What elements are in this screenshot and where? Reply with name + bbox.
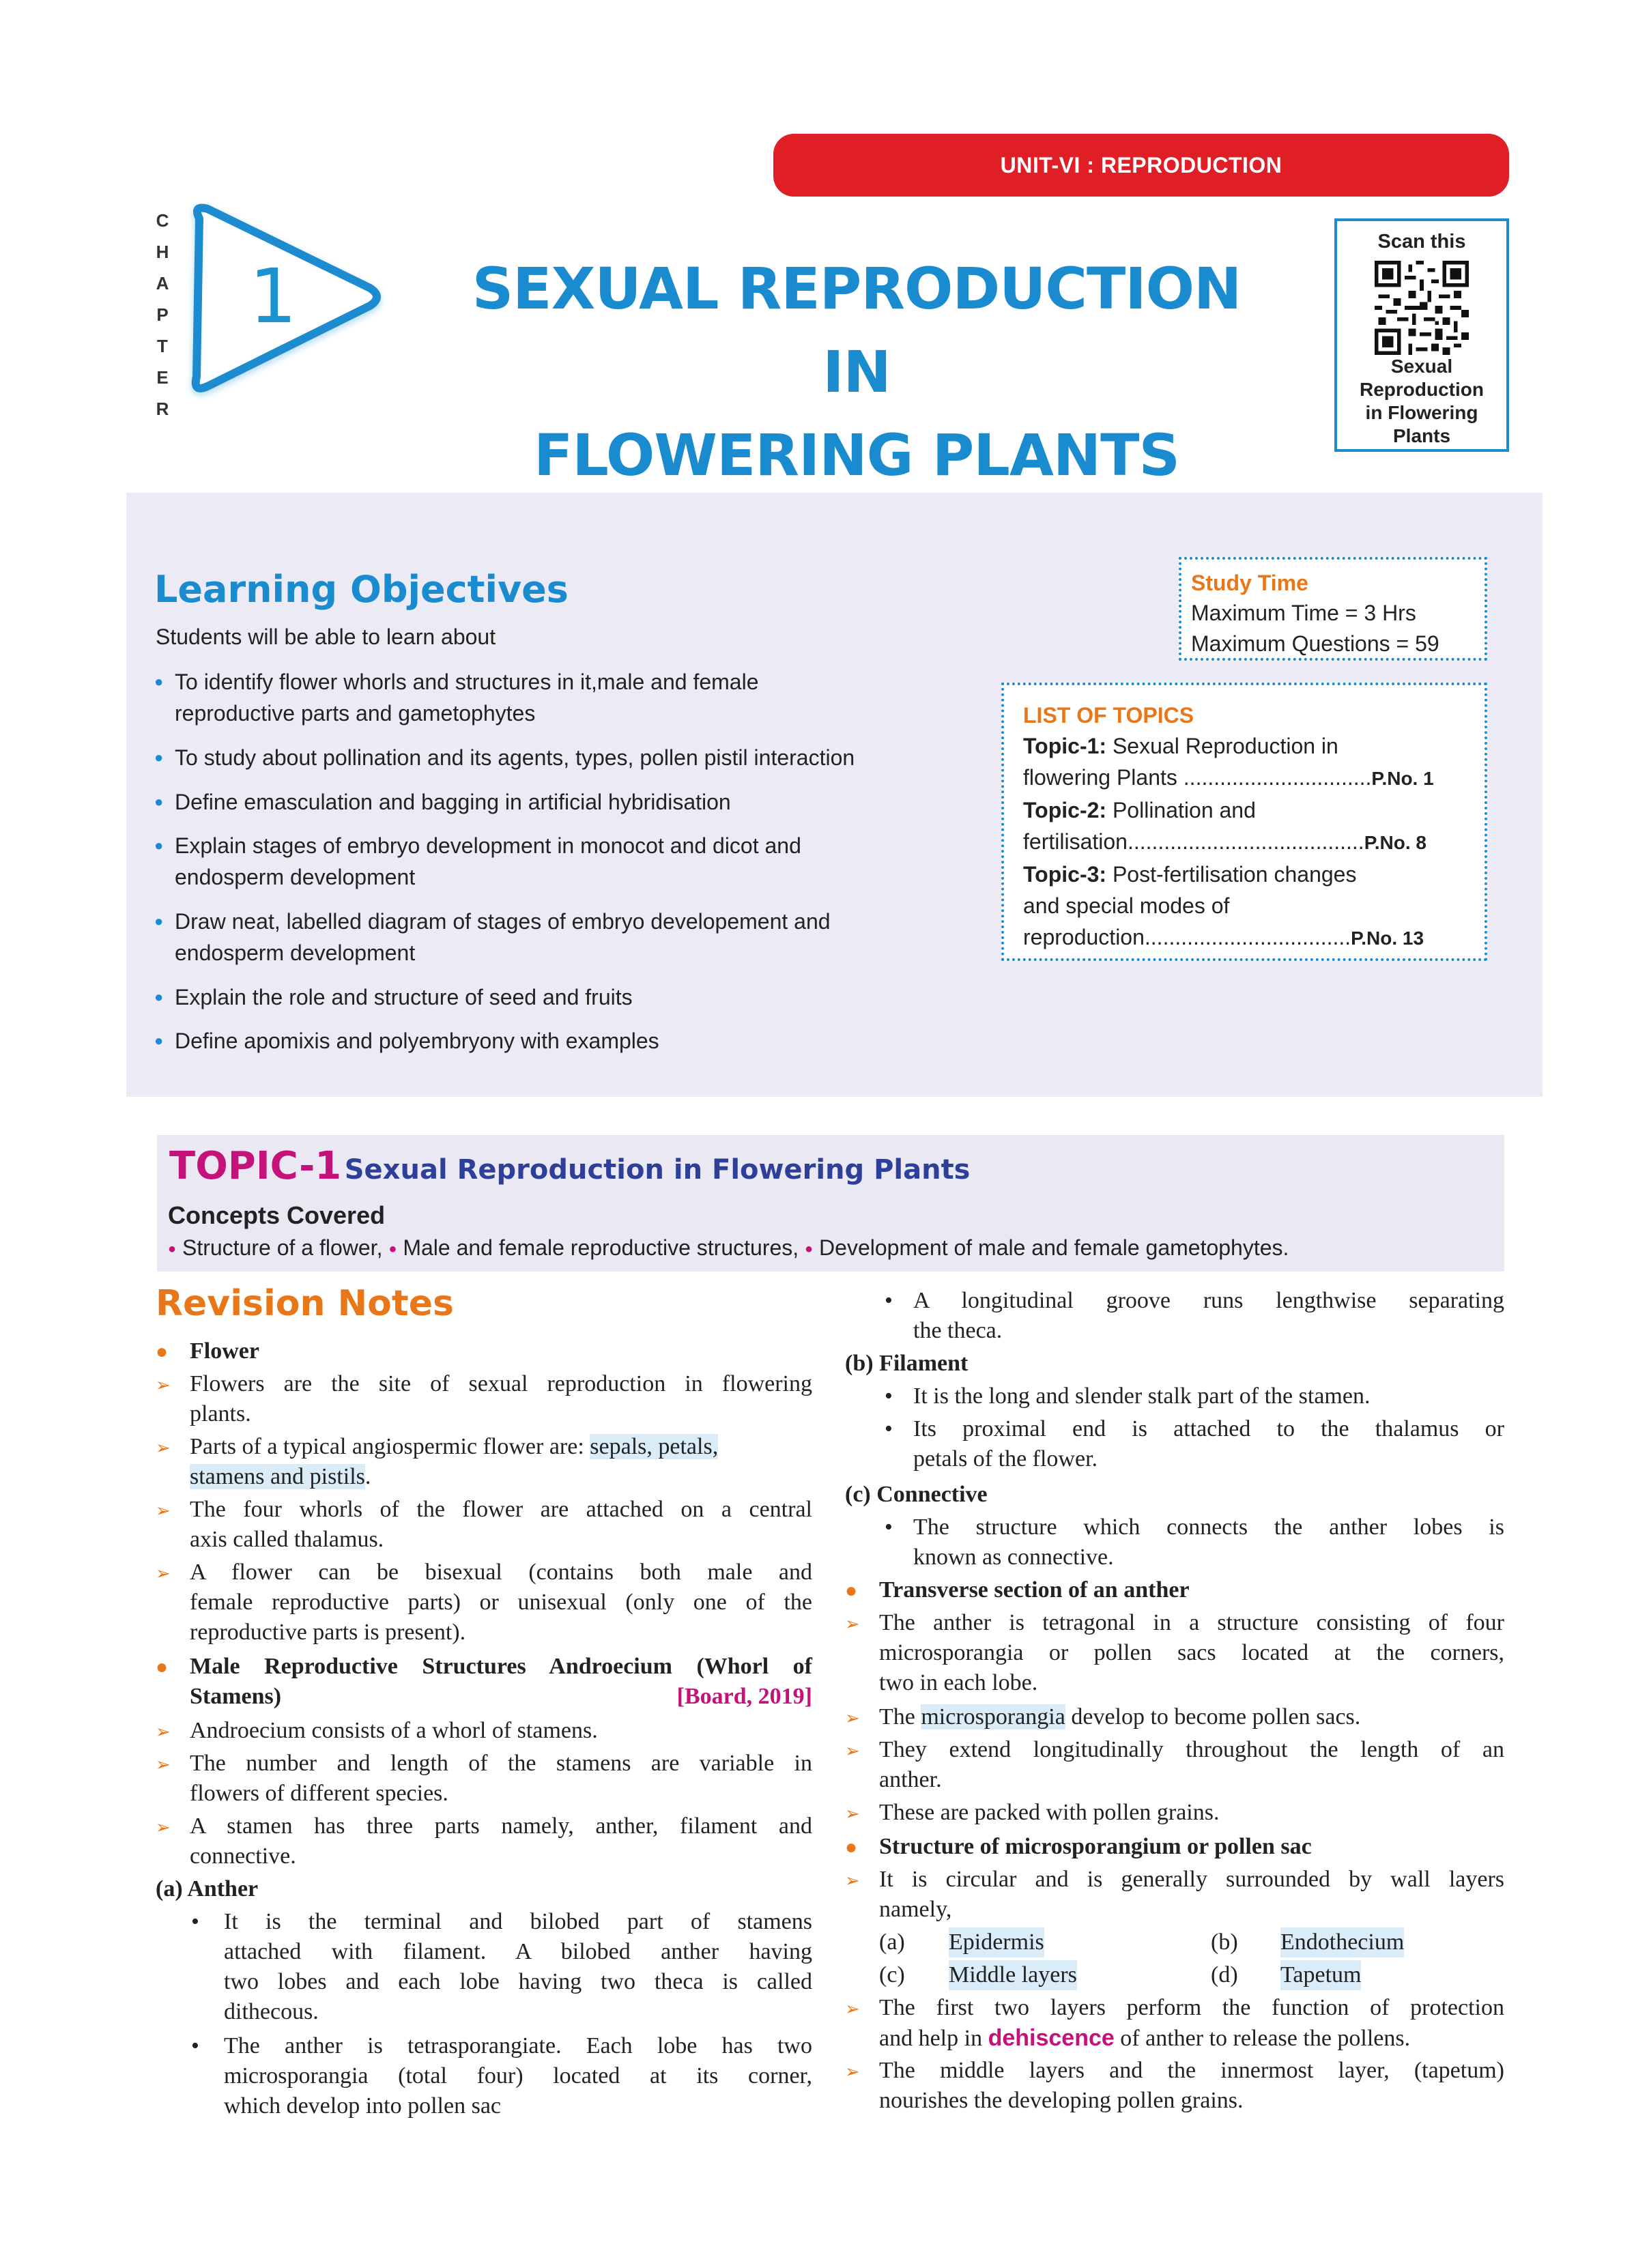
- note-line: The middle layers and the innermost layer, (tapetum): [879, 2058, 1504, 2083]
- max-time: Maximum Time = 3 Hrs: [1191, 601, 1416, 625]
- note-text: The: [879, 1704, 921, 1729]
- note-text: Parts of a typical angiospermic flower are:: [190, 1434, 590, 1459]
- note-line: plants.: [190, 1401, 251, 1426]
- note-line: connective.: [190, 1843, 296, 1869]
- filament-heading: (b) Filament: [845, 1351, 969, 1376]
- left-column: [156, 0, 812, 2268]
- dot-bullet-icon: •: [885, 1288, 893, 1313]
- note-line: A stamen has three parts namely, anther, filament and: [190, 1813, 812, 1839]
- topic-text: Pollination and: [1106, 798, 1256, 822]
- objective-text: ● Define apomixis and polyembryony with examples: [175, 1029, 659, 1053]
- topic-text: fertilisation: [1023, 829, 1128, 854]
- bullet-dot-icon: ●: [805, 1241, 814, 1257]
- note-line: It is the terminal and bilobed part of stamens: [224, 1909, 812, 1934]
- note-line: The anther is tetrasporangiate. Each lobe has two: [224, 2033, 812, 2058]
- arrow-bullet-icon: ➢: [156, 1722, 171, 1742]
- layer-value: Tapetum: [1280, 1960, 1361, 1990]
- note-line: reproductive parts is present).: [190, 1620, 466, 1645]
- note-line: [190, 1462, 371, 1492]
- objective-text: ● Define emasculation and bagging in artificial hybridisation: [175, 790, 731, 814]
- chapter-title-line1: SEXUAL REPRODUCTION IN: [472, 255, 1242, 405]
- topic-page-number: P.No. 1: [1371, 768, 1434, 789]
- list-of-topics-title: LIST OF TOPICS: [1023, 703, 1194, 728]
- objective-text: ● Draw neat, labelled diagram of stages of embryo developement and: [175, 909, 831, 934]
- objective-text: ● Explain stages of embryo development in monocot and dicot and: [175, 833, 801, 858]
- topic-page-number: P.No. 13: [1351, 928, 1424, 949]
- topic-name: Sexual Reproduction in Flowering Plants: [344, 1154, 971, 1186]
- note-line: A flower can be bisexual (contains both male and: [190, 1560, 812, 1585]
- topic-text: reproduction: [1023, 925, 1145, 949]
- arrow-bullet-icon: ➢: [156, 1438, 171, 1459]
- topic-leader-dots: ...............................: [1183, 765, 1372, 790]
- objective-text: ● Explain the role and structure of seed and fruits: [175, 985, 633, 1009]
- note-line: Its proximal end is attached to the thalamus or: [913, 1416, 1504, 1441]
- objective-text: endosperm development: [175, 865, 416, 889]
- arrow-bullet-icon: ➢: [156, 1375, 171, 1396]
- layer-value: Middle layers: [949, 1960, 1077, 1990]
- arrow-bullet-icon: ➢: [845, 1708, 860, 1729]
- transverse-section-heading: Transverse section of an anther: [879, 1577, 1190, 1603]
- note-line: [879, 2023, 1410, 2054]
- note-line: The anther is tetragonal in a structure consisting of four: [879, 1610, 1504, 1635]
- bullet-dot-icon: ●: [168, 1241, 177, 1257]
- board-tag: [Board, 2019]: [676, 1684, 812, 1709]
- qr-caption-line: Reproduction: [1360, 379, 1484, 400]
- note-line: two lobes and each lobe having two theca is called: [224, 1969, 812, 1994]
- dot-bullet-icon: •: [885, 1416, 893, 1441]
- max-questions: Maximum Questions = 59: [1191, 631, 1439, 656]
- orange-bullet-icon: ●: [156, 1656, 169, 1678]
- concepts-title: Concepts Covered: [168, 1201, 386, 1229]
- note-line: anther.: [879, 1767, 942, 1792]
- arrow-bullet-icon: ➢: [156, 1818, 171, 1838]
- arrow-bullet-icon: ➢: [845, 1871, 860, 1891]
- revision-notes-title: Revision Notes: [156, 1283, 454, 1324]
- note-text: .: [364, 1464, 371, 1489]
- note-line: namely,: [879, 1897, 952, 1922]
- note-line: dithecous.: [224, 1999, 319, 2024]
- objective-text: ● To identify flower whorls and structures in it,male and female: [175, 670, 759, 694]
- note-line: It is the long and slender stalk part of the stamen.: [913, 1383, 1371, 1409]
- qr-scan-label: Scan this: [1377, 231, 1466, 253]
- concept-item: Structure of a flower,: [182, 1235, 383, 1260]
- male-structures-heading: Stamens): [190, 1684, 282, 1709]
- arrow-bullet-icon: ➢: [845, 2062, 860, 2082]
- objective-text: ● To study about pollination and its agents, types, pollen pistil interaction: [175, 745, 855, 770]
- note-line: [190, 1432, 718, 1462]
- qr-caption-line: Plants: [1392, 425, 1451, 446]
- note-line: female reproductive parts) or unisexual (only one of the: [190, 1590, 812, 1615]
- note-line: They extend longitudinally throughout the length of an: [879, 1737, 1504, 1762]
- topic-text: flowering Plants: [1023, 765, 1184, 790]
- note-line: Flowers are the site of sexual reproduction in flowering: [190, 1371, 812, 1396]
- concept-item: Development of male and female gametophytes.: [819, 1235, 1289, 1260]
- microsporangium-heading: Structure of microsporangium or pollen sac: [879, 1834, 1312, 1859]
- anther-heading: (a) Anther: [156, 1876, 259, 1901]
- note-text: develop to become pollen sacs.: [1065, 1704, 1361, 1729]
- layer-key: (b): [1211, 1929, 1238, 1955]
- note-line: The four whorls of the flower are attached on a central: [190, 1497, 812, 1522]
- topic-label: Topic-2:: [1023, 798, 1107, 822]
- topic-text: and special modes of: [1023, 893, 1230, 918]
- qr-caption-line: in Flowering: [1365, 402, 1478, 423]
- note-line: attached with filament. A bilobed anther having: [224, 1939, 812, 1964]
- note-line: The number and length of the stamens are variable in: [190, 1751, 812, 1776]
- highlight: stamens and pistils: [190, 1464, 365, 1489]
- note-line: nourishes the developing pollen grains.: [879, 2088, 1244, 2113]
- orange-bullet-icon: ●: [156, 1340, 169, 1363]
- layer-value: Epidermis: [949, 1927, 1044, 1957]
- note-line: axis called thalamus.: [190, 1527, 384, 1552]
- note-line: microsporangia or pollen sacs located at the corners,: [879, 1640, 1504, 1665]
- heading-row: [156, 1336, 168, 1367]
- layer-key: (a): [879, 1929, 905, 1955]
- objective-text: endosperm development: [175, 941, 416, 965]
- note-text: and help in: [879, 2026, 988, 2051]
- note-text: of anther to release the pollens.: [1114, 2026, 1411, 2051]
- orange-bullet-icon: ●: [845, 1579, 858, 1602]
- note-line: flowers of different species.: [190, 1781, 448, 1806]
- connective-heading: (c) Connective: [845, 1482, 988, 1507]
- note-line: It is circular and is generally surrounded by wall layers: [879, 1867, 1504, 1892]
- note-line: petals of the flower.: [913, 1446, 1098, 1472]
- chapter-title-line2: FLOWERING PLANTS: [534, 422, 1179, 489]
- qr-caption-line: Sexual: [1390, 356, 1453, 377]
- learning-objectives-intro: Students will be able to learn about: [156, 625, 496, 649]
- concept-item: Male and female reproductive structures,: [403, 1235, 799, 1260]
- note-line: Androecium consists of a whorl of stamens.: [190, 1718, 598, 1743]
- arrow-bullet-icon: ➢: [156, 1755, 171, 1775]
- arrow-bullet-icon: ➢: [845, 1804, 860, 1824]
- male-structures-heading: Male Reproductive Structures Androecium (Whorl of: [190, 1654, 812, 1679]
- right-column: [845, 0, 1504, 2268]
- dot-bullet-icon: •: [191, 2033, 199, 2058]
- highlight: microsporangia: [921, 1704, 1065, 1729]
- topic-leader-dots: .......................................: [1127, 829, 1364, 854]
- layer-key: (d): [1211, 1962, 1238, 1987]
- note-line: A longitudinal groove runs lengthwise separating: [913, 1288, 1504, 1313]
- note-line: microsporangia (total four) located at its corner,: [224, 2063, 812, 2088]
- note-line: These are packed with pollen grains.: [879, 1800, 1220, 1825]
- chapter-number: 1: [249, 253, 297, 340]
- arrow-bullet-icon: ➢: [156, 1564, 171, 1584]
- dot-bullet-icon: •: [885, 1515, 893, 1540]
- note-line: known as connective.: [913, 1545, 1114, 1570]
- dot-bullet-icon: •: [885, 1383, 893, 1409]
- flower-heading: Flower: [190, 1338, 259, 1364]
- note-line: which develop into pollen sac: [224, 2093, 502, 2119]
- highlight: sepals, petals,: [590, 1434, 719, 1459]
- topic-page-number: P.No. 8: [1364, 832, 1426, 853]
- topic-leader-dots: ..................................: [1144, 925, 1351, 949]
- arrow-bullet-icon: ➢: [845, 1741, 860, 1762]
- topic-label: TOPIC-1: [169, 1144, 342, 1188]
- keyword: dehiscence: [988, 2025, 1115, 2051]
- arrow-bullet-icon: ➢: [845, 1614, 860, 1635]
- arrow-bullet-icon: ➢: [156, 1501, 171, 1521]
- note-line: The first two layers perform the function of protection: [879, 1995, 1504, 2020]
- note-line: [879, 1702, 1360, 1732]
- topic-label: Topic-1:: [1023, 734, 1107, 758]
- note-line: the theca.: [913, 1318, 1003, 1343]
- bullet-dot-icon: ●: [388, 1241, 397, 1257]
- unit-banner: UNIT-VI : REPRODUCTION: [773, 134, 1509, 197]
- note-line: two in each lobe.: [879, 1670, 1038, 1695]
- arrow-bullet-icon: ➢: [845, 1999, 860, 2020]
- topic-text: Sexual Reproduction in: [1106, 734, 1338, 758]
- orange-bullet-icon: ●: [845, 1836, 858, 1858]
- learning-objectives-title: Learning Objectives: [154, 568, 569, 611]
- study-time-title: Study Time: [1191, 571, 1308, 595]
- layer-key: (c): [879, 1962, 905, 1987]
- layer-value: Endothecium: [1280, 1927, 1404, 1957]
- chapter-vertical-label: C H A P T E R: [156, 210, 169, 419]
- dot-bullet-icon: •: [191, 1909, 199, 1934]
- topic-label: Topic-3:: [1023, 862, 1107, 887]
- topic-text: Post-fertilisation changes: [1106, 862, 1357, 887]
- note-line: The structure which connects the anther lobes is: [913, 1515, 1504, 1540]
- objective-text: reproductive parts and gametophytes: [175, 701, 536, 726]
